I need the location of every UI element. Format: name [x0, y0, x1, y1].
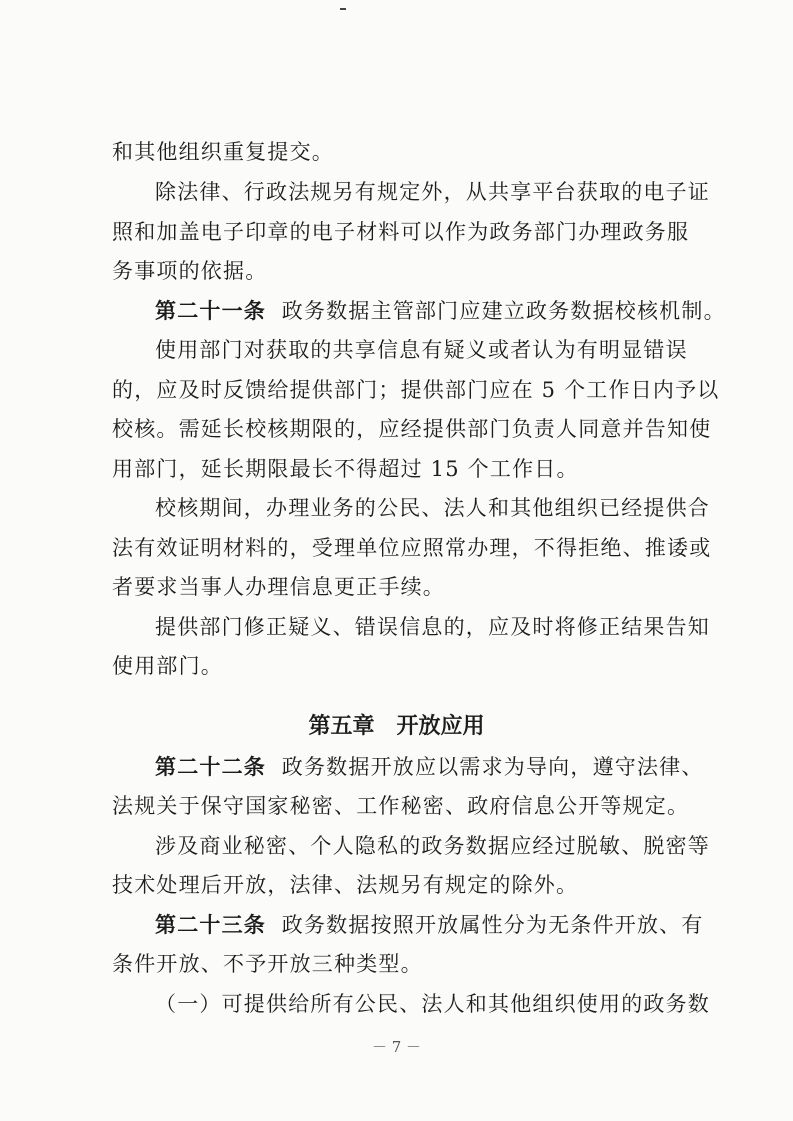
page-number: － 7 － — [371, 1038, 422, 1056]
paragraph-line: 和其他组织重复提交。 — [112, 140, 334, 164]
paragraph-line: 法有效证明材料的，受理单位应照常办理，不得拒绝、推诿或 — [112, 536, 712, 560]
paragraph-line: 用部门，延长期限最长不得超过 15 个工作日。 — [112, 457, 579, 481]
paragraph-line: （一）可提供给所有公民、法人和其他组织使用的政务数 — [155, 992, 710, 1016]
paragraph-line: 除法律、行政法规另有规定外，从共享平台获取的电子证 — [155, 180, 710, 204]
paragraph-line: 照和加盖电子印章的电子材料可以作为政务部门办理政务服 — [112, 220, 690, 244]
article-21-line — [155, 296, 735, 326]
paragraph-line: 使用部门对获取的共享信息有疑义或者认为有明显错误 — [155, 338, 688, 362]
paragraph-line: 校核期间，办理业务的公民、法人和其他组织已经提供合 — [155, 496, 710, 520]
paragraph-line: 提供部门修正疑义、错误信息的，应及时将修正结果告知 — [155, 615, 710, 639]
article-text: 政务数据按照开放属性分为无条件开放、有 — [281, 913, 704, 937]
article-22-line — [155, 752, 735, 782]
article-label: 第二十二条 — [155, 755, 266, 779]
paragraph-line: 校核。需延长校核期限的，应经提供部门负责人同意并告知使 — [112, 417, 712, 441]
chapter-heading: 第五章 开放应用 — [308, 714, 485, 739]
paragraph-line: 的，应及时反馈给提供部门；提供部门应在 5 个工作日内予以 — [112, 378, 720, 402]
article-text: 政务数据主管部门应建立政务数据校核机制。 — [281, 299, 726, 323]
article-label: 第二十一条 — [155, 299, 266, 323]
paragraph-line: 务事项的依据。 — [112, 259, 268, 283]
article-text: 政务数据开放应以需求为导向，遵守法律、 — [281, 755, 704, 779]
paragraph-line: 使用部门。 — [112, 654, 223, 678]
paragraph-line: 条件开放、不予开放三种类型。 — [112, 952, 423, 976]
scan-speck — [340, 8, 346, 10]
article-label: 第二十三条 — [155, 913, 266, 937]
paragraph-line: 涉及商业秘密、个人隐私的政务数据应经过脱敏、脱密等 — [155, 834, 710, 858]
paragraph-line: 技术处理后开放，法律、法规另有规定的除外。 — [112, 873, 579, 897]
paragraph-line: 者要求当事人办理信息更正手续。 — [112, 575, 445, 599]
article-23-line — [155, 910, 735, 940]
paragraph-line: 法规关于保守国家秘密、工作秘密、政府信息公开等规定。 — [112, 794, 690, 818]
